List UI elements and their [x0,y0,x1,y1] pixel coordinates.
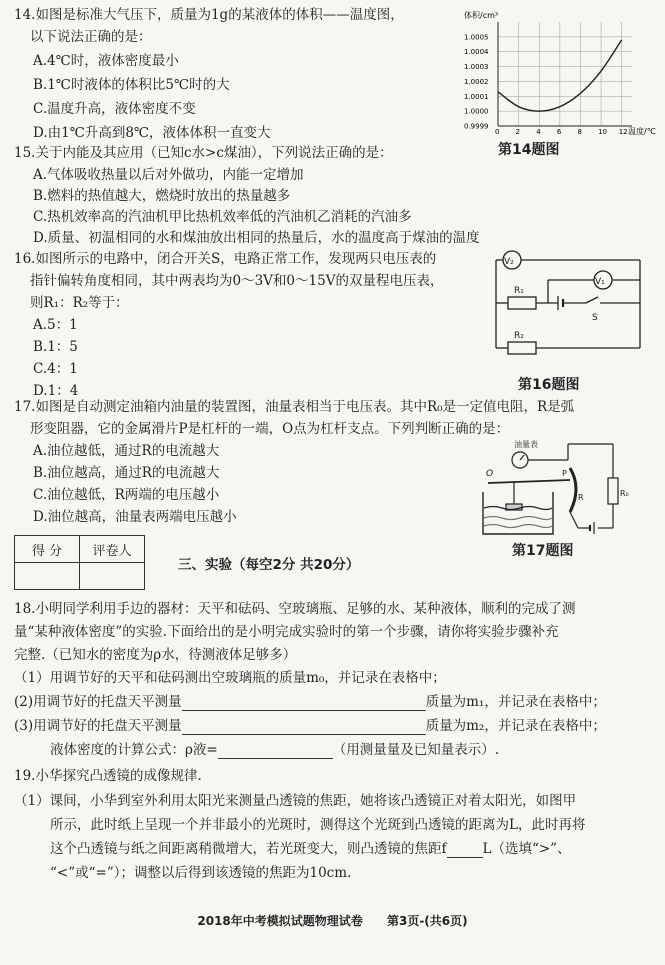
q14-volume-temperature-chart [462,8,662,140]
q14-xtick-label: 12 [618,128,628,136]
q14-caption: 第14题图 [498,142,560,158]
q14-xtick-label: 10 [598,128,607,136]
q14-option-a: A.4℃时，液体密度最小 [33,53,179,69]
q15-option-c: C.热机效率高的汽油机甲比热机效率低的汽油机乙消耗的汽油多 [33,209,412,225]
q15-option-b: B.燃料的热值越大，燃烧时放出的热量越多 [33,188,291,204]
q18-step2-prefix: (2)用调节好的托盘天平测量 [14,694,182,710]
resistor-r2-icon [508,342,536,354]
q17-r0-label: R₀ [620,489,629,498]
q18-line3: 完整.（已知水的密度为ρ水，待测液体足够多） [14,647,297,663]
q18-line1: 18.小明同学利用手边的器材：天平和砝码、空玻璃瓶、足够的水、某种液体，顺利的完成了测 [14,601,576,617]
q17-option-c: C.油位越低，R两端的电压越小 [33,487,220,503]
q17-stem-line2: 形变阻器，它的金属滑片P是杠杆的一端，O点为杠杆支点。下列判断正确的是： [30,421,510,437]
q16-stem-line3: 则R₁：R₂等于： [30,295,129,311]
q16-option-b: B.1：5 [33,339,78,355]
q18-formula-suffix: （用测量量及已知量表示）. [332,742,500,758]
q15-option-a: A.气体吸收热量以后对外做功，内能一定增加 [33,167,304,183]
score-cell [15,563,80,590]
q19-focal-blank[interactable] [447,843,483,858]
q18-step3-prefix: (3)用调节好的托盘天平测量 [14,718,182,734]
q16-circuit-diagram [488,248,653,368]
q14-ytick-label: 1.0001 [464,92,489,101]
section-title-experiment: 三、实验（每空2分 共20分） [178,557,360,573]
q16-option-c: C.4：1 [33,361,78,377]
q17-option-d: D.油位越高，油量表两端电压越小 [33,509,237,525]
q14-ytick-label: 1.0005 [464,33,489,42]
q14-chart-xlabel: 温度/℃ [628,127,656,136]
q14-option-d: D.由1℃升高到8℃，液体体积一直变大 [33,125,271,141]
q18-formula [50,741,499,759]
q18-step2-blank[interactable] [182,696,426,711]
q17-o-label: O [486,469,494,479]
resistor-r0-icon [608,478,618,504]
q19-line3-suffix: L（选填“>”、 [482,841,571,857]
switch-icon [586,297,598,303]
q16-v1-label: V₁ [595,277,605,287]
q14-xtick-label: 2 [515,128,521,136]
q16-s-label: S [592,313,598,323]
q14-xtick-label: 0 [495,128,500,136]
q16-stem-line2: 指针偏转角度相同，其中两表均为0～3V和0～15V的双量程电压表， [30,273,444,289]
q18-formula-prefix: 液体密度的计算公式：ρ液= [50,742,218,758]
q16-caption: 第16题图 [518,377,580,393]
q14-ytick-label: 0.9999 [464,122,489,131]
q14-stem-line1: 14.如图是标准大气压下，质量为1g的某液体的体积——温度图， [14,7,404,23]
q16-v2-label: V₂ [504,257,514,267]
q15-option-d: D.质量、初温相同的水和煤油放出相同的热量后，水的温度高于煤油的温度 [33,230,480,246]
score-table [14,535,145,590]
q17-option-b: B.油位越高，通过R的电流越大 [33,465,220,481]
score-header: 得 分 [15,536,80,563]
q14-xtick-label: 6 [556,128,562,136]
q16-option-a: A.5：1 [33,317,78,333]
q14-ytick-label: 1.0000 [464,107,489,116]
q14-chart-ylabel: 体积/cm³ [464,11,499,20]
q18-formula-blank[interactable] [218,744,333,759]
q17-p-label: P [562,469,567,478]
q17-r-label: R [578,493,584,502]
q19-line3-prefix: 这个凸透镜与纸之间距离稍微增大，若光斑变大，则凸透镜的焦距f [50,841,447,857]
footer-page-number: 第3页-(共6页) [386,914,468,928]
q19-line1: （1）课间，小华到室外利用太阳光来测量凸透镜的焦距，她将该凸透镜正对着太阳光，如图甲 [14,793,577,809]
arc-rheostat-icon [570,468,576,512]
q19-line4: “<”或“=”）；调整以后得到该透镜的焦距为10cm. [50,865,352,881]
q15-stem: 15.关于内能及其应用（已知c水>c煤油），下列说法正确的是： [14,145,393,161]
q14-ytick-label: 1.0002 [464,77,489,86]
grader-header: 评卷人 [80,536,145,563]
q18-line2: 量“某种液体密度”的实验.下面给出的是小明完成实验时的第一个步骤，请你将实验步骤补充 [14,624,559,640]
q14-ytick-label: 1.0003 [464,63,489,72]
q16-r1-label: R₁ [514,286,524,296]
q19-stem: 19.小华探究凸透镜的成像规律. [14,768,202,784]
q18-step1: （1）用调节好的天平和砝码测出空玻璃瓶的质量m₀，并记录在表格中； [14,670,446,686]
q14-xtick-label: 8 [577,128,582,136]
footer-exam-title: 2018年中考模拟试题物理试卷 [197,914,363,928]
page-footer [0,912,665,929]
q16-r2-label: R₂ [514,331,524,341]
q17-oil-gauge-diagram [478,438,658,542]
grader-cell [80,563,145,590]
q14-option-c: C.温度升高，液体密度不变 [33,101,196,117]
q17-option-a: A.油位越低，通过R的电流越大 [33,443,220,459]
q18-step2-suffix: 质量为m₁，并记录在表格中； [425,694,606,710]
q16-stem-line1: 16.如图所示的电路中，闭合开关S，电路正常工作，发现两只电压表的 [14,251,437,267]
q18-step3-suffix: 质量为m₂，并记录在表格中； [425,718,606,734]
q14-xtick-label: 4 [536,128,541,136]
q18-step3 [14,717,606,735]
q17-stem-line1: 17.如图是自动测定油箱内油量的装置图，油量表相当于电压表。其中R₀是一定值电阻，R是弧 [14,399,575,415]
q14-ytick-label: 1.0004 [464,48,489,57]
q18-step2 [14,693,606,711]
q17-caption: 第17题图 [512,543,574,559]
resistor-r1-icon [508,297,536,309]
q19-line2: 所示，此时纸上呈现一个并非最小的光斑时，测得这个光斑到凸透镜的距离为L，此时再将 [50,817,586,833]
q19-line3 [50,840,571,858]
q17-meter-label: 油量表 [514,440,538,449]
q14-option-b: B.1℃时液体的体积比5℃时的大 [33,77,230,93]
q18-step3-blank[interactable] [182,720,426,735]
q14-stem-line2: 以下说法正确的是： [30,29,152,45]
lever-icon [488,480,570,483]
q16-option-d: D.1：4 [33,383,79,399]
